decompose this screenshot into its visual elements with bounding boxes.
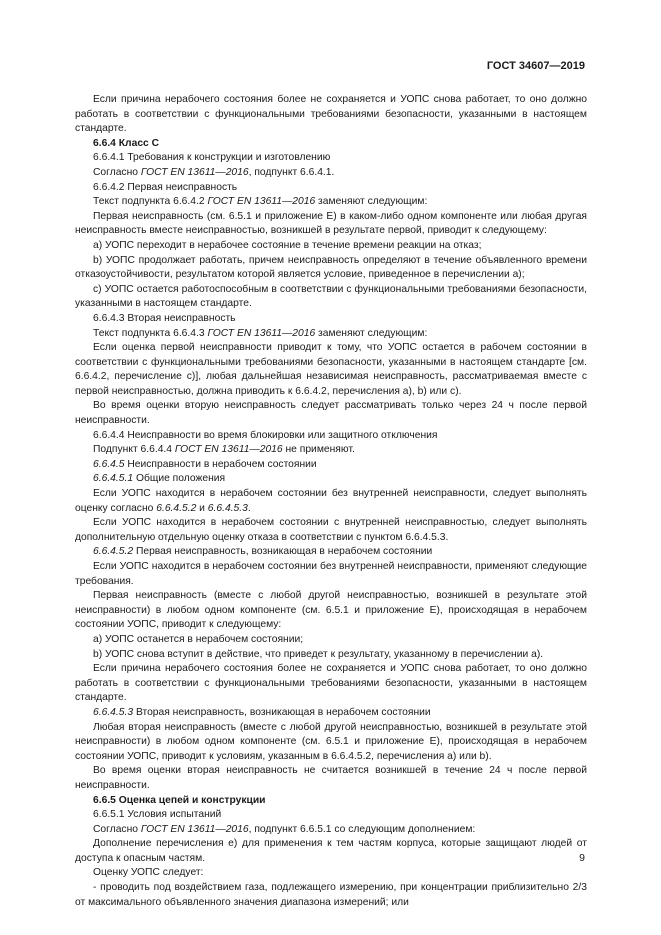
text-run: Первая неисправность (см. 6.5.1 и приложение Е) в каком-либо одном компоненте или любая другая неисправность вместе неисправностью, возникшей в результате первой, приводит к следующему: bbox=[75, 210, 587, 237]
text-run: a) УОПС останется в нерабочем состоянии; bbox=[93, 633, 304, 645]
section-heading bbox=[75, 794, 587, 809]
reference-text: 6.6.4.5.2 bbox=[93, 546, 134, 558]
paragraph bbox=[75, 254, 587, 283]
text-run: 6.6.4.2 Первая неисправность bbox=[93, 181, 238, 193]
reference-text: 6.6.4.5 bbox=[93, 458, 125, 470]
text-run: Текст подпункта 6.6.4.2 bbox=[93, 196, 208, 208]
text-run: и bbox=[196, 502, 208, 514]
text-run: Первая неисправность (вместе с любой другой неисправностью, возникшей в результате этой неисправности) в любом одном компоненте (см. 6.5.1 и приложение Е), происходящая в нерабочем состоянии УОПС, приводит к следующему: bbox=[75, 590, 587, 631]
reference-text: ГОСТ EN 13611—2016 bbox=[140, 166, 249, 178]
paragraph bbox=[75, 633, 587, 648]
text-run: c) УОПС остается работоспособным в соответствии с функциональными требованиями безопасности, указанными в настоящем стандарте. bbox=[75, 283, 587, 310]
text-run: Если УОПС находится в нерабочем состоянии с внутренней неисправностью, следует выполнять дополнительную отдельную оценку отказа в соответствии с пунктом 6.6.4.5.3. bbox=[75, 517, 587, 543]
paragraph bbox=[75, 195, 587, 210]
text-run: заменяют следующим: bbox=[315, 196, 428, 208]
text-run: Подпункт 6.6.4.4 bbox=[93, 444, 175, 456]
paragraph bbox=[75, 472, 587, 487]
paragraph bbox=[75, 443, 587, 458]
reference-text: ГОСТ EN 13611—2016 bbox=[207, 196, 316, 208]
reference-text: 6.6.4.5.3 bbox=[93, 706, 134, 718]
reference-text: ГОСТ EN 13611—2016 bbox=[140, 823, 249, 835]
paragraph bbox=[75, 764, 587, 793]
paragraph bbox=[75, 648, 587, 663]
paragraph bbox=[75, 210, 587, 239]
text-run: a) УОПС переходит в нерабочее состояние в течение времени реакции на отказ; bbox=[93, 239, 482, 251]
text-run: - проводить под воздействием газа, подлежащего измерению, при концентрации приблизительно 2/3 от максимального объявленного значения диапазона измерений; или bbox=[75, 882, 587, 908]
text-run: Согласно bbox=[93, 823, 141, 835]
paragraph bbox=[75, 560, 587, 589]
reference-text: ГОСТ EN 13611—2016 bbox=[174, 444, 283, 456]
text-run: 6.6.5.1 Условия испытаний bbox=[93, 809, 222, 821]
text-run: , подпункт 6.6.5.1 со следующим дополнением: bbox=[248, 823, 476, 835]
text-run: Если УОПС находится в нерабочем состоянии без внутренней неисправности, следует выполнять оценку согласно bbox=[75, 488, 587, 514]
text-run: Если оценка первой неисправности приводит к тому, что УОПС остается в рабочем состоянии в соответствии с функциональными требованиями безопасности, указанными в настоящем стандарте [см. 6.6.4.2, перечисление с)], любая дальнейшая независимая неисправность, рассматриваемая вместе с первой неисправностью, должна приводить к 6.6.4.2, перечисления а), b) или с). bbox=[75, 342, 587, 397]
paragraph bbox=[75, 458, 587, 473]
paragraph bbox=[75, 837, 587, 866]
text-run: Если УОПС находится в нерабочем состоянии без внутренней неисправности, применяют следующие требования. bbox=[75, 561, 587, 587]
paragraph bbox=[75, 881, 587, 910]
paragraph bbox=[75, 239, 587, 254]
body-text bbox=[75, 93, 587, 910]
section-heading bbox=[75, 137, 587, 152]
text-run: Если причина нерабочего состояния более не сохраняется и УОПС снова работает, то оно должно работать в соответствии с функциональными требованиями безопасности, указанными в настоящем стандарте. bbox=[75, 94, 587, 135]
paragraph bbox=[75, 589, 587, 633]
text-run: 6.6.4.1 Требования к конструкции и изготовлению bbox=[93, 152, 331, 164]
standard-header: ГОСТ 34607—2019 bbox=[486, 60, 585, 72]
paragraph bbox=[75, 283, 587, 312]
paragraph bbox=[75, 706, 587, 721]
paragraph bbox=[75, 721, 587, 765]
text-run: Дополнение перечисления е) для применения к тем частям корпуса, которые защищают людей от доступа к опасным частям. bbox=[75, 838, 587, 864]
text-run: Общие положения bbox=[133, 473, 226, 485]
paragraph bbox=[75, 399, 587, 428]
paragraph bbox=[75, 151, 587, 166]
text-run: , подпункт 6.6.4.1. bbox=[248, 166, 335, 178]
paragraph bbox=[75, 866, 587, 881]
reference-text: 6.6.4.5.1 bbox=[93, 473, 134, 485]
text-run: Во время оценки вторая неисправность не считается возникшей в течение 24 ч после первой неисправности. bbox=[75, 765, 587, 791]
text-run: Оценку УОПС следует: bbox=[93, 867, 204, 879]
paragraph bbox=[75, 823, 587, 838]
paragraph bbox=[75, 93, 587, 137]
paragraph bbox=[75, 327, 587, 342]
text-run: не применяют. bbox=[282, 444, 355, 456]
paragraph bbox=[75, 808, 587, 823]
page-number: 9 bbox=[579, 852, 585, 864]
paragraph bbox=[75, 487, 587, 516]
text-run: Любая вторая неисправность (вместе с любой другой неисправностью, возникшей в результате этой неисправности) в любом одном компоненте (см. 6.5.1 и приложение Е), происходящая в нерабочем состоянии УОПС, приводит к условиям, указанным в 6.6.4.5.2, перечисления а) или b). bbox=[75, 721, 587, 762]
text-run: Текст подпункта 6.6.4.3 bbox=[93, 327, 208, 339]
text-run: Вторая неисправность, возникающая в нерабочем состоянии bbox=[133, 706, 431, 718]
reference-text: 6.6.4.5.3 bbox=[207, 502, 248, 514]
text-run: Первая неисправность, возникающая в нерабочем состоянии bbox=[133, 546, 433, 558]
paragraph bbox=[75, 545, 587, 560]
paragraph bbox=[75, 166, 587, 181]
paragraph bbox=[75, 429, 587, 444]
text-run: Неисправности в нерабочем состоянии bbox=[124, 458, 317, 470]
text-run: b) УОПС снова вступит в действие, что приведет к результату, указанному в перечислении а). bbox=[93, 648, 544, 660]
text-run: Во время оценки вторую неисправность следует рассматривать только через 24 ч после первой неисправности. bbox=[75, 400, 587, 427]
paragraph bbox=[75, 516, 587, 545]
paragraph bbox=[75, 341, 587, 399]
text-run: . bbox=[247, 502, 251, 514]
reference-text: 6.6.4.5.2 bbox=[156, 502, 197, 514]
text-run: 6.6.4 Класс С bbox=[93, 137, 160, 149]
text-run: 6.6.5 Оценка цепей и конструкции bbox=[93, 794, 266, 806]
text-run: 6.6.4.4 Неисправности во время блокировки или защитного отключения bbox=[93, 429, 438, 441]
text-run: Согласно bbox=[93, 166, 141, 178]
text-run: заменяют следующим: bbox=[315, 327, 428, 339]
paragraph bbox=[75, 662, 587, 706]
text-run: b) УОПС продолжает работать, причем неисправность определяют в течение объявленного времени отказоустойчивости, результатом которой является условие, приведенное в перечислении а); bbox=[75, 254, 587, 281]
reference-text: ГОСТ EN 13611—2016 bbox=[207, 327, 316, 339]
text-run: 6.6.4.3 Вторая неисправность bbox=[93, 312, 236, 324]
paragraph bbox=[75, 312, 587, 327]
text-run: Если причина нерабочего состояния более не сохраняется и УОПС снова работает, то оно должно работать в соответствии с функциональными требованиями безопасности, указанными в настоящем стандарте. bbox=[75, 663, 587, 704]
paragraph bbox=[75, 181, 587, 196]
